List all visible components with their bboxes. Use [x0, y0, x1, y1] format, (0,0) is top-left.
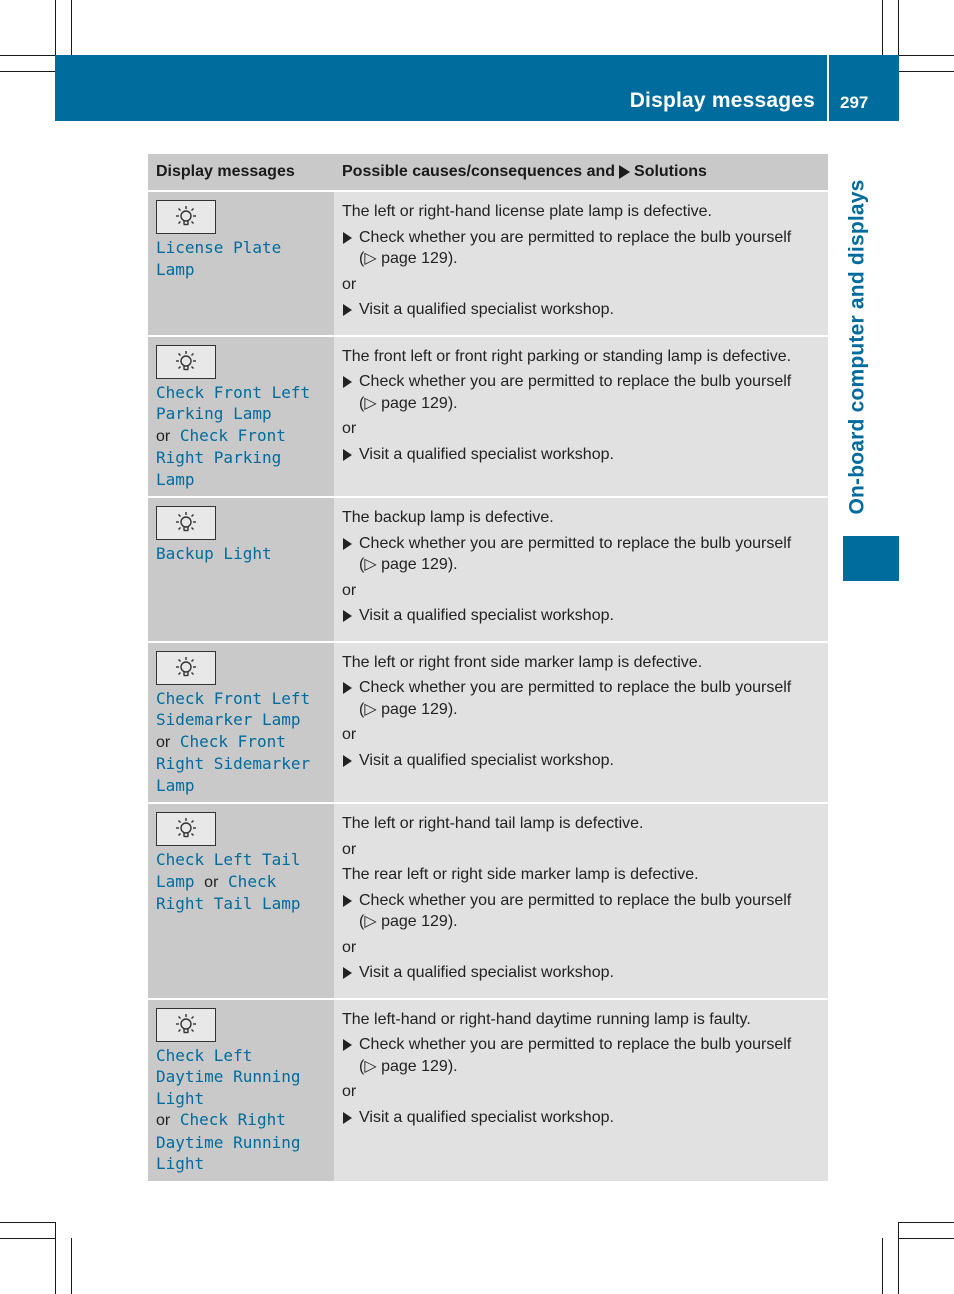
display-message-cell — [148, 191, 334, 336]
page-reference-link[interactable]: (▷ page 129). — [359, 1057, 458, 1075]
solution-cell — [334, 336, 828, 498]
display-message-cell — [148, 642, 334, 804]
chapter-title-text: On-board computer and displays — [846, 179, 869, 515]
action-step — [342, 750, 820, 772]
page-reference-link[interactable]: (▷ page 129). — [359, 394, 458, 412]
solution-cell — [334, 497, 828, 642]
bulb-warning-icon — [156, 651, 216, 685]
display-message-cell — [148, 497, 334, 642]
action-step — [342, 677, 820, 720]
display-message-a: Check Left Tail Lamp — [156, 850, 301, 891]
step-text: Visit a qualified specialist workshop. — [359, 1108, 614, 1126]
action-arrow-icon — [343, 610, 352, 622]
or-text: or — [342, 420, 357, 437]
crop-mark — [899, 71, 954, 72]
step-text: Visit a qualified specialist workshop. — [359, 964, 614, 981]
action-arrow-icon — [343, 755, 352, 767]
step-text: Check whether you are permitted to replace the bulb yourself — [359, 534, 792, 552]
display-message-text — [156, 1045, 326, 1175]
display-message-a: Check Front Left Parking Lamp — [156, 382, 311, 423]
cause-text: The left or right-hand tail lamp is defective. — [342, 815, 644, 832]
page-reference-link[interactable]: (▷ page 129). — [359, 700, 458, 718]
solution-cell — [334, 191, 828, 336]
step-text: Visit a qualified specialist workshop. — [359, 301, 614, 318]
or-text: or — [342, 581, 357, 599]
column-header-solutions: Solutions — [634, 163, 707, 180]
display-messages-table — [148, 154, 828, 1181]
cause-text: The rear left or right side marker lamp is defective. — [342, 866, 699, 883]
table-row — [148, 999, 828, 1181]
action-step — [342, 605, 820, 627]
or-text: or — [342, 275, 357, 293]
crop-mark — [899, 1222, 954, 1223]
action-arrow-icon — [343, 449, 352, 461]
action-step — [342, 962, 820, 984]
action-arrow-icon — [343, 1039, 352, 1051]
display-message-text — [156, 382, 326, 491]
page-header — [55, 55, 899, 121]
page-reference-link[interactable]: (▷ page 129). — [359, 250, 458, 267]
or-text: or — [342, 938, 357, 956]
or-text: or — [156, 733, 171, 751]
crop-mark — [899, 1238, 954, 1239]
crop-mark — [882, 0, 883, 55]
table-row — [148, 803, 828, 999]
display-message-a: Check Left Daytime Running Light — [156, 1045, 301, 1108]
section-title: Display messages — [629, 89, 815, 112]
crop-mark — [0, 1222, 55, 1223]
crop-mark — [882, 1238, 883, 1294]
action-step — [342, 1034, 820, 1077]
step-text: Check whether you are permitted to replace the bulb yourself — [359, 228, 792, 246]
crop-mark — [55, 1222, 56, 1294]
page-reference-link[interactable]: (▷ page 129). — [359, 913, 458, 930]
action-arrow-icon — [343, 895, 352, 907]
action-arrow-icon — [343, 538, 352, 550]
action-step — [342, 299, 820, 321]
step-text: Check whether you are permitted to replace the bulb yourself — [359, 891, 792, 909]
crop-mark — [898, 0, 899, 55]
or-text: or — [342, 840, 357, 858]
crop-mark — [0, 55, 55, 56]
display-message-b: Check Front Right Sidemarker Lamp — [156, 731, 311, 795]
action-arrow-icon — [343, 376, 352, 388]
action-step — [342, 227, 820, 270]
column-header-display-messages: Display messages — [148, 154, 334, 191]
step-text: Visit a qualified specialist workshop. — [359, 607, 614, 624]
cause-text: The left or right front side marker lamp is defective. — [342, 653, 703, 671]
step-text: Visit a qualified specialist workshop. — [359, 751, 614, 769]
cause-text: The left or right-hand license plate lamp is defective. — [342, 203, 712, 220]
display-message-text: License Plate Lamp — [156, 238, 282, 279]
bulb-warning-icon — [156, 200, 216, 234]
action-arrow-icon — [343, 682, 352, 694]
display-message-cell — [148, 803, 334, 999]
action-step — [342, 444, 820, 466]
table-header-row — [148, 154, 828, 191]
bulb-warning-icon — [156, 506, 216, 540]
column-header-causes: Possible causes/consequences and — [342, 163, 616, 180]
bulb-warning-icon — [156, 1008, 216, 1042]
action-arrow-icon — [343, 304, 352, 316]
display-message-cell — [148, 999, 334, 1181]
chapter-tab-marker — [843, 536, 899, 581]
table-row — [148, 336, 828, 498]
action-step — [342, 533, 820, 576]
table-row — [148, 642, 828, 804]
display-message-text — [156, 688, 326, 797]
action-arrow-icon — [343, 232, 352, 244]
cause-text: The front left or front right parking or standing lamp is defective. — [342, 347, 792, 365]
table-row — [148, 191, 828, 336]
crop-mark — [55, 0, 56, 55]
bulb-warning-icon — [156, 345, 216, 379]
crop-mark — [71, 1238, 72, 1294]
table-row — [148, 497, 828, 642]
action-arrow-icon — [619, 165, 630, 179]
crop-mark — [899, 55, 954, 56]
solution-cell — [334, 642, 828, 804]
crop-mark — [0, 71, 55, 72]
or-text: or — [342, 726, 357, 743]
display-message-b: Check Right Daytime Running Light — [156, 1110, 301, 1173]
step-text: Check whether you are permitted to replace the bulb yourself — [359, 679, 792, 696]
chapter-side-title — [843, 168, 873, 526]
bulb-warning-icon — [156, 812, 216, 846]
action-step — [342, 1107, 820, 1129]
action-step — [342, 890, 820, 933]
display-message-text — [156, 849, 326, 915]
crop-mark — [71, 0, 72, 55]
step-text: Check whether you are permitted to replace the bulb yourself — [359, 373, 792, 390]
header-divider — [827, 55, 829, 121]
display-message-b: Check Right Tail Lamp — [156, 871, 301, 913]
page-reference-link[interactable]: (▷ page 129). — [359, 556, 458, 573]
action-arrow-icon — [343, 967, 352, 979]
step-text: Visit a qualified specialist workshop. — [359, 445, 614, 463]
column-header-causes-solutions — [334, 154, 828, 191]
page-number: 297 — [840, 93, 869, 112]
cause-text: The left-hand or right-hand daytime running lamp is faulty. — [342, 1010, 751, 1028]
action-step — [342, 371, 820, 414]
cause-text: The backup lamp is defective. — [342, 509, 554, 526]
or-text: or — [156, 427, 171, 445]
step-text: Check whether you are permitted to replace the bulb yourself — [359, 1036, 792, 1053]
display-message-text: Backup Light — [156, 544, 272, 563]
crop-mark — [898, 1222, 899, 1294]
crop-mark — [0, 1238, 55, 1239]
display-message-a: Check Front Left Sidemarker Lamp — [156, 688, 311, 729]
solution-cell — [334, 803, 828, 999]
or-text: or — [204, 873, 219, 891]
solution-cell — [334, 999, 828, 1181]
display-message-b: Check Front Right Parking Lamp — [156, 425, 286, 489]
or-text: or — [342, 1083, 357, 1100]
display-message-cell — [148, 336, 334, 498]
action-arrow-icon — [343, 1112, 352, 1124]
or-text: or — [156, 1112, 171, 1129]
